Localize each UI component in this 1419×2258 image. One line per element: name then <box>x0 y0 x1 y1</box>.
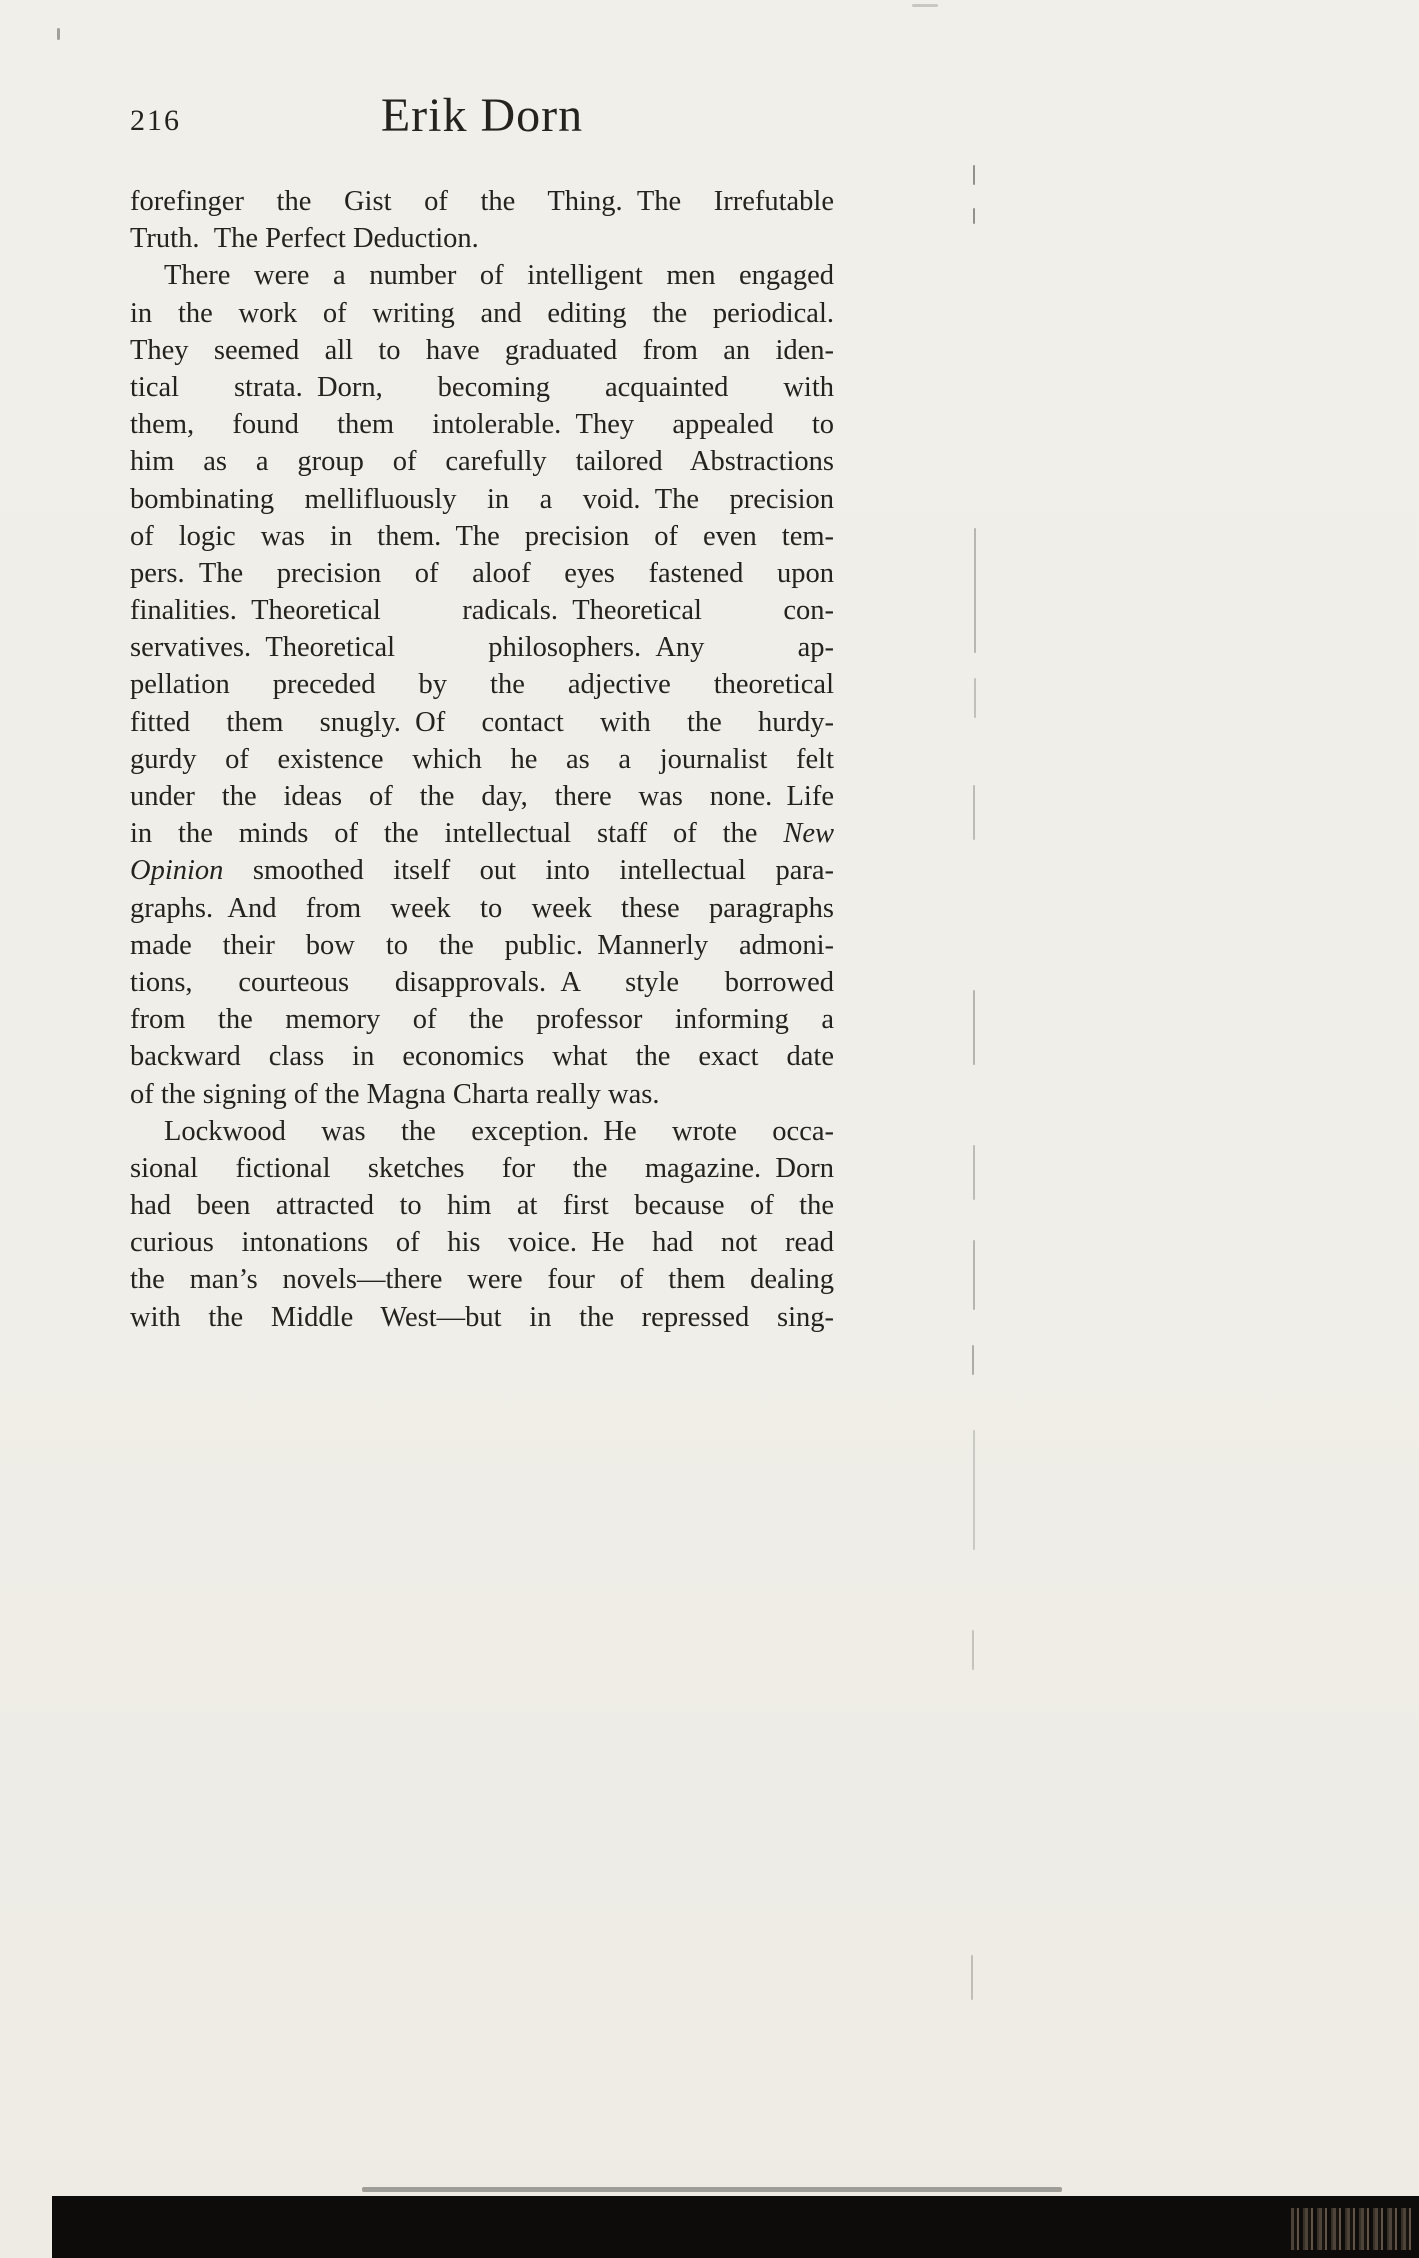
text-line <box>130 964 834 1001</box>
text-segment: servatives. Theoretical philosophers. Any ap- <box>130 632 834 664</box>
text-segment: the man’s novels—there were four of them dealing <box>130 1264 834 1296</box>
text-segment: made their bow to the public. Mannerly admoni- <box>130 929 834 961</box>
scan-mark <box>972 1630 974 1670</box>
text-segment: smoothed itself out into intellectual para- <box>223 855 834 887</box>
text-segment: in the minds of the intellectual staff of the <box>130 818 784 850</box>
text-segment: curious intonations of his voice. He had not read <box>130 1227 834 1259</box>
text-line <box>130 1076 834 1113</box>
text-line <box>130 927 834 964</box>
text-line <box>130 1187 834 1224</box>
page-header <box>130 88 834 158</box>
scan-speck <box>912 4 938 7</box>
text-segment: pellation preceded by the adjective theoretical <box>130 669 834 701</box>
paragraph <box>130 257 834 1112</box>
text-segment: him as a group of carefully tailored Abstractions <box>130 446 834 478</box>
text-line <box>130 778 834 815</box>
text-line <box>130 815 834 852</box>
text-segment: with the Middle West—but in the repressed sing- <box>130 1301 834 1333</box>
scan-mark <box>973 1430 975 1550</box>
text-segment: in the work of writing and editing the periodical. <box>130 297 834 329</box>
text-line <box>130 741 834 778</box>
scan-mark <box>973 990 975 1065</box>
text-segment: from the memory of the professor informing a <box>130 1004 834 1036</box>
text-line <box>130 332 834 369</box>
text-segment: them, found them intolerable. They appealed to <box>130 409 834 441</box>
text-line <box>130 592 834 629</box>
text-segment: They seemed all to have graduated from an iden- <box>130 334 834 366</box>
scan-mark <box>973 165 975 185</box>
text-line <box>130 443 834 480</box>
page-title: Erik Dorn <box>380 89 584 142</box>
text-segment: tical strata. Dorn, becoming acquainted with <box>130 371 834 403</box>
italic-text: New <box>783 818 834 850</box>
scan-smudge <box>362 2187 1062 2192</box>
scan-mark <box>972 1345 974 1375</box>
text-segment: gurdy of existence which he as a journalist felt <box>130 743 834 775</box>
text-line <box>130 481 834 518</box>
text-line <box>130 1038 834 1075</box>
text-line <box>130 1150 834 1187</box>
text-line <box>130 406 834 443</box>
text-segment: backward class in economics what the exact date <box>130 1041 834 1073</box>
text-segment: finalities. Theoretical radicals. Theoretical con- <box>130 595 834 627</box>
text-block <box>130 183 834 1336</box>
scan-edge-bar <box>52 2196 1419 2258</box>
text-line <box>130 1113 834 1150</box>
text-segment: of logic was in them. The precision of even tem- <box>130 520 834 552</box>
text-line <box>130 1299 834 1336</box>
paragraph <box>130 183 834 257</box>
text-line <box>130 369 834 406</box>
text-line <box>130 629 834 666</box>
text-line <box>130 220 834 257</box>
text-line <box>130 852 834 889</box>
scan-mark <box>973 1145 975 1200</box>
scan-mark <box>974 528 976 653</box>
text-line <box>130 1001 834 1038</box>
text-line <box>130 518 834 555</box>
text-segment: tions, courteous disapprovals. A style borrowed <box>130 966 834 998</box>
scan-mark <box>973 785 975 840</box>
scan-speck <box>57 28 60 40</box>
text-segment: fitted them snugly. Of contact with the hurdy- <box>130 706 834 738</box>
scan-noise-patch <box>1291 2208 1411 2250</box>
text-segment: graphs. And from week to week these paragraphs <box>130 892 834 924</box>
text-line <box>130 295 834 332</box>
text-line <box>130 1261 834 1298</box>
text-segment: bombinating mellifluously in a void. The precision <box>130 483 834 515</box>
scan-mark <box>973 1240 975 1310</box>
text-segment: of the signing of the Magna Charta really was. <box>130 1078 660 1110</box>
text-line <box>130 257 834 294</box>
text-segment: sional fictional sketches for the magazine. Dorn <box>130 1152 834 1184</box>
text-line <box>130 183 834 220</box>
text-line <box>130 890 834 927</box>
text-segment: pers. The precision of aloof eyes fastened upon <box>130 557 834 589</box>
text-segment: under the ideas of the day, there was none. Life <box>130 781 834 812</box>
scan-mark <box>971 1955 973 2000</box>
text-line <box>130 1224 834 1261</box>
paragraph <box>130 1113 834 1336</box>
text-segment: Truth. The Perfect Deduction. <box>130 223 479 255</box>
scan-mark <box>973 208 975 224</box>
text-segment: Lockwood was the exception. He wrote occa- <box>164 1115 834 1147</box>
text-segment: forefinger the Gist of the Thing. The Irrefutable <box>130 186 834 217</box>
text-line <box>130 666 834 703</box>
italic-text: Opinion <box>130 855 224 887</box>
scan-mark <box>974 678 976 718</box>
text-line <box>130 555 834 592</box>
text-segment: There were a number of intelligent men engaged <box>164 260 834 292</box>
text-segment: had been attracted to him at first because of the <box>130 1190 834 1222</box>
text-line <box>130 704 834 741</box>
page-number: 216 <box>130 104 181 137</box>
